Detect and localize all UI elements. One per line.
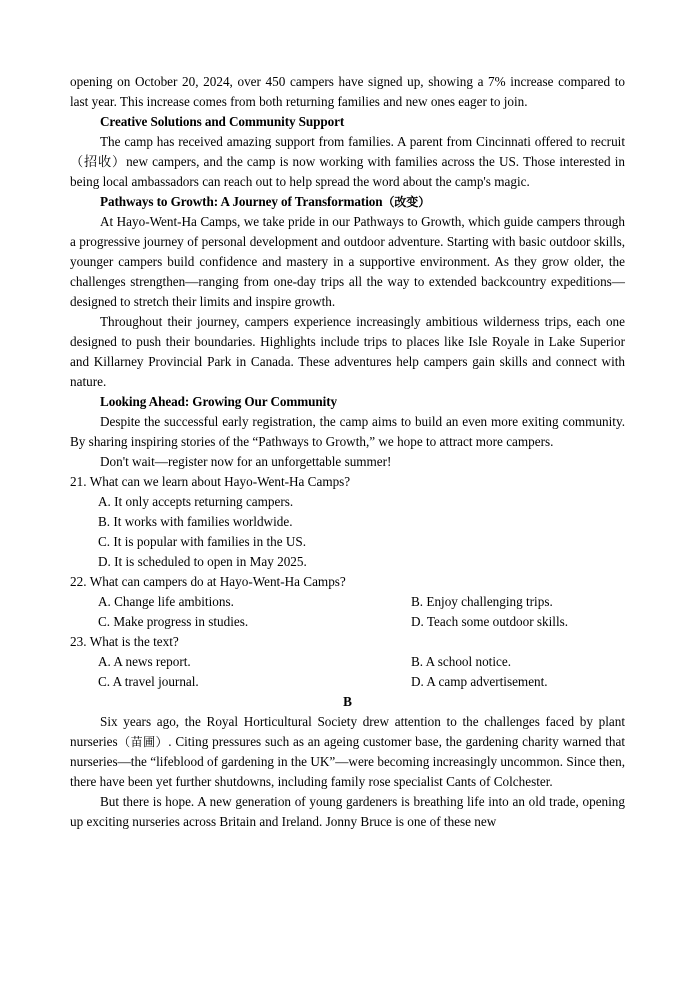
section-heading-gloss: （改变） — [382, 195, 431, 209]
passage-b-paragraph-1-pre: Six years ago, the Royal Horticultural Society drew attention to the challenges faced by plant nurseries — [70, 714, 625, 749]
option-row — [98, 652, 625, 672]
question-options — [70, 652, 625, 692]
question-text: What is the text? — [89, 634, 179, 649]
passage-b-paragraph-1 — [70, 712, 625, 792]
option-d[interactable]: D. Teach some outdoor skills. — [411, 614, 569, 629]
passage-b-paragraph-1-post: . Citing pressures such as an ageing customer base, the gardening charity warned that nurseries—the “lifeblood of gardening in the UK”—were becoming increasingly uncommon. Since then, there have been yet further shutdowns, including family rose specialist Cants of Colchester. — [70, 734, 625, 789]
document-body — [70, 72, 625, 832]
passage-b-label: B — [343, 694, 352, 709]
option-b[interactable]: B. A school notice. — [411, 654, 511, 669]
question-number: 22. — [70, 574, 87, 589]
section-heading-text: Looking Ahead: Growing Our Community — [100, 394, 337, 409]
question-text: What can campers do at Hayo-Went-Ha Camps? — [89, 574, 346, 589]
option-c[interactable]: C. A travel journal. — [98, 674, 199, 689]
option-c[interactable]: C. It is popular with families in the US. — [98, 534, 307, 549]
question-23 — [70, 632, 625, 692]
option-d[interactable]: D. It is scheduled to open in May 2025. — [98, 554, 307, 569]
section-body-creative-solutions: The camp has received amazing support from families. A parent from Cincinnati offered to recruit（招收）new campers, and the camp is now working with families across the US. Those interested in being local ambassadors can reach out to help spread the word about the camp's magic. — [70, 134, 625, 189]
option-row — [98, 612, 625, 632]
passage-b-gloss: （苗圃） — [117, 735, 169, 749]
section-body-looking-ahead-2: Don't wait—register now for an unforgettable summer! — [100, 454, 392, 469]
question-stem — [70, 632, 625, 652]
question-options — [70, 492, 625, 572]
question-options — [70, 592, 625, 632]
section-heading-pathways-to-growth — [70, 192, 625, 212]
question-text: What can we learn about Hayo-Went-Ha Camps? — [89, 474, 351, 489]
section-heading-creative-solutions — [70, 112, 625, 132]
option-a[interactable]: A. Change life ambitions. — [98, 594, 234, 609]
option-b[interactable]: B. It works with families worldwide. — [98, 514, 293, 529]
section-body-looking-ahead: Despite the successful early registration, the camp aims to build an even more exiting community. By sharing inspiring stories of the “Pathways to Growth,” we hope to attract more campers. — [70, 414, 625, 449]
option-b[interactable]: B. Enjoy challenging trips. — [411, 594, 553, 609]
option-a[interactable]: A. It only accepts returning campers. — [98, 494, 294, 509]
section-body-pathways-to-growth-2: Throughout their journey, campers experience increasingly ambitious wilderness trips, each one designed to push their boundaries. Highlights include trips to places like Isle Royale in Lake Superior and Killarney Provincial Park in Canada. These adventures help campers gain skills and connect with nature. — [70, 314, 625, 389]
passage-a-continuation-paragraph: opening on October 20, 2024, over 450 campers have signed up, showing a 7% increase compared to last year. This increase comes from both returning families and new ones eager to join. — [70, 74, 625, 109]
section-heading-text: Pathways to Growth: A Journey of Transformation — [100, 194, 383, 209]
question-number: 21. — [70, 474, 87, 489]
section-heading-looking-ahead — [70, 392, 625, 412]
option-row — [98, 592, 625, 612]
option-row — [98, 672, 625, 692]
option-a[interactable]: A. A news report. — [98, 654, 191, 669]
question-22 — [70, 572, 625, 632]
question-number: 23. — [70, 634, 87, 649]
passage-b-paragraph-2: But there is hope. A new generation of young gardeners is breathing life into an old trade, opening up exciting nurseries across Britain and Ireland. Jonny Bruce is one of these new — [70, 794, 625, 829]
section-body-pathways-to-growth: At Hayo-Went-Ha Camps, we take pride in our Pathways to Growth, which guide campers through a progressive journey of personal development and outdoor adventure. Starting with basic outdoor skills, younger campers build confidence and mastery in a supportive environment. As they grow older, the challenges strengthen—ranging from one-day trips all the way to extended backcountry expeditions—designed to stretch their limits and inspire growth. — [70, 214, 625, 309]
question-stem — [70, 572, 625, 592]
question-21 — [70, 472, 625, 572]
option-d[interactable]: D. A camp advertisement. — [411, 674, 548, 689]
question-stem — [70, 472, 625, 492]
section-heading-text: Creative Solutions and Community Support — [100, 114, 345, 129]
option-c[interactable]: C. Make progress in studies. — [98, 614, 249, 629]
